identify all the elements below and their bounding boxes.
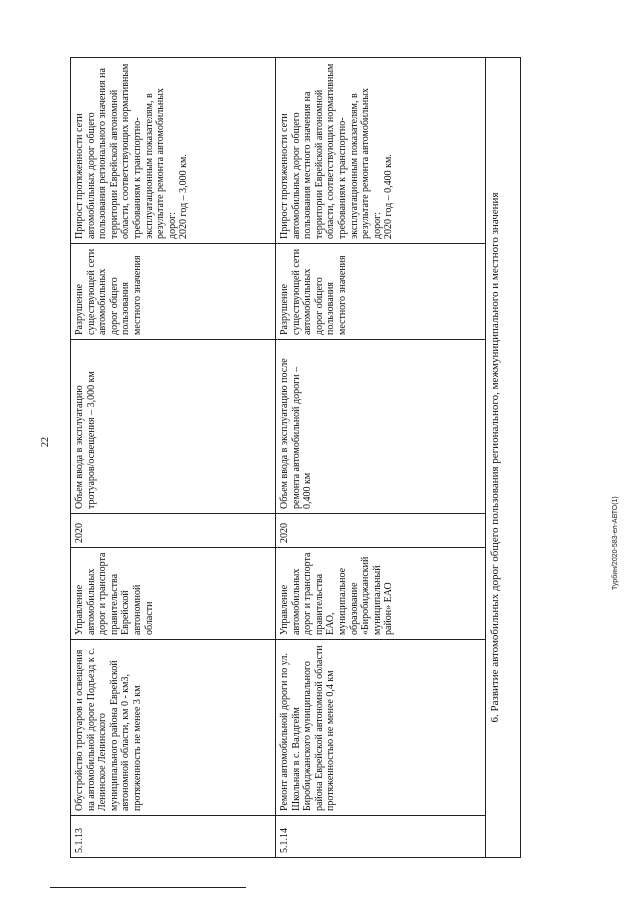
footer-code: Турбин/2020-583-ел-АВТО(1) — [612, 496, 619, 590]
executor-cell: Управление автомобильных дорог и транспорта правительства Еврейской автономной области — [71, 548, 276, 640]
row-number: 5.1.13 — [71, 816, 276, 858]
rotated-table-block — [70, 58, 520, 858]
table-row — [71, 58, 276, 858]
section-heading: 6. Развитие автомобильных дорог общего пользования регионального, межмуниципального и местного значения — [486, 58, 521, 858]
result-cell: Объем ввода в эксплуатацию после ремонта автомобильной дороги – 0,400 км — [276, 340, 486, 514]
year-cell: 2020 — [276, 514, 486, 548]
result-cell: Объем ввода в эксплуатацию тротуаров/освещения – 3,000 км — [71, 340, 276, 514]
row-number: 5.1.14 — [276, 816, 486, 858]
year-cell: 2020 — [71, 514, 276, 548]
indicator-cell: Прирост протяженности сети автомобильных дорог общего пользования местного значения на территории Еврейской автономной области, соответствующих нормативным требованиям к транспортно-эксплуатационным показателям, в результате ремонта автомобильных дорог: 2020 год – 0,400 км. — [276, 58, 486, 244]
executor-cell: Управление автомобильных дорог и транспорта правительства ЕАО, муниципальное образование «Биробиджанский муниципальный район» ЕАО — [276, 548, 486, 640]
measure-cell: Ремонт автомобильной дороги по ул. Школьная в с. Валдгейм Биробиджанского муниципального района Еврейской автономной области протяженностью не менее 0,4 км — [276, 640, 486, 816]
table-row — [276, 58, 486, 858]
indicator-cell: Прирост протяженности сети автомобильных дорог общего пользования регионального значения на территории Еврейской автономной области, соответствующих нормативным требованиям к транспортно-эксплуатационным показателям, в результате ремонта автомобильных дорог: 2020 год – 3,000 км. — [71, 58, 276, 244]
page-number: 22 — [40, 437, 51, 447]
program-measures-table — [70, 57, 521, 858]
footnote-separator — [50, 887, 246, 888]
consequence-cell: Разрушение существующей сети автомобильных дорог общего пользования местного значения — [276, 244, 486, 340]
section-heading-row — [486, 58, 521, 858]
consequence-cell: Разрушение существующей сети автомобильных дорог общего пользования местного значения — [71, 244, 276, 340]
measure-cell: Обустройство тротуаров и освещения на автомобильной дороге Подъезд к с. Ленинское Ленинского муниципального района Еврейской автономной области, км 0 - км3, протяженность не менее 3 км — [71, 640, 276, 816]
